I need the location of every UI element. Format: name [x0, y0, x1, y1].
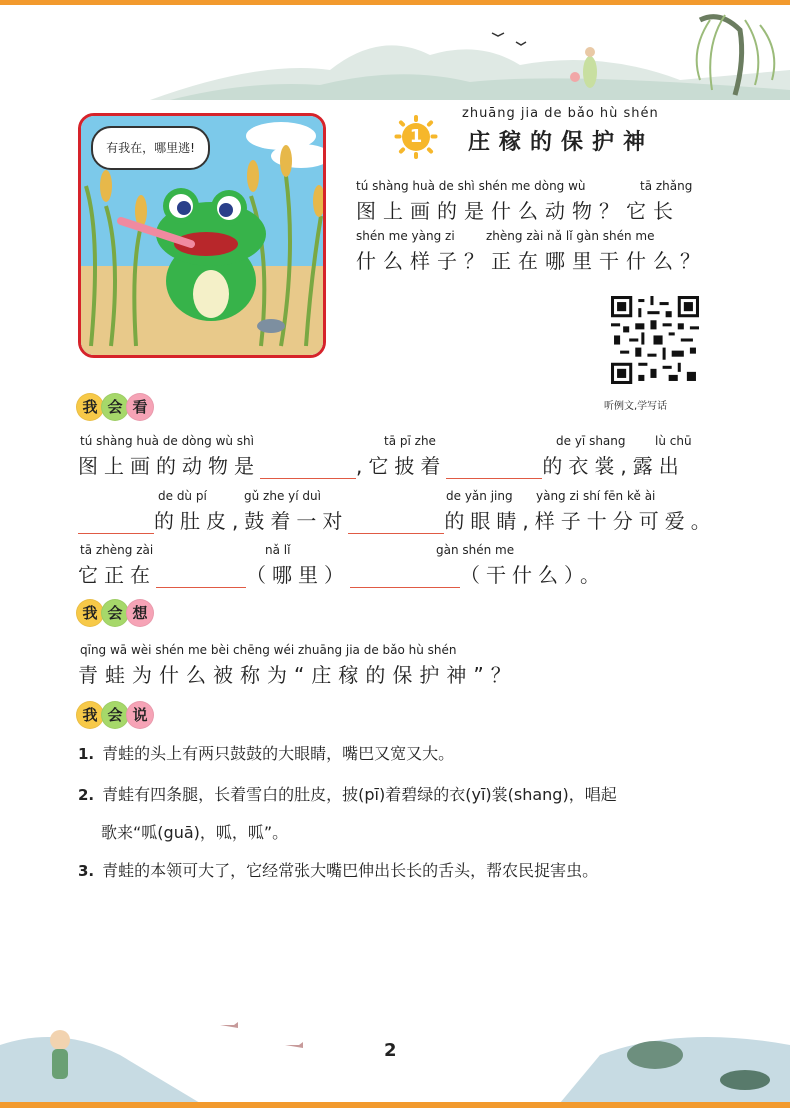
- look-row1-pinyin-b: tā pī zhe: [384, 434, 436, 448]
- lesson-title: 庄稼的保护神: [468, 130, 655, 155]
- look-row3: 它正在 （哪里） （干什么）。: [78, 563, 606, 587]
- answer-blank[interactable]: [78, 511, 154, 534]
- intro-line1-pinyin-b: tā zhǎng: [640, 179, 693, 193]
- answer-blank[interactable]: [350, 565, 460, 588]
- page-number: 2: [384, 1040, 397, 1061]
- qr-code[interactable]: [611, 296, 699, 384]
- speech-bubble: 有我在，哪里逃!: [91, 126, 210, 170]
- intro-line1: 图上画的是什么动物？它长: [356, 199, 680, 223]
- look-row2-pinyin-c: de yǎn jing: [446, 489, 513, 503]
- think-question: 青蛙为什么被称为“庄稼的保护神”？: [78, 663, 518, 687]
- bottom-orange-bar: [0, 1102, 790, 1108]
- lesson-number-sun-icon: [394, 115, 438, 159]
- section-badge-think: 我 会 想: [76, 598, 151, 628]
- look-row1-pinyin-d: lù chū: [655, 434, 692, 448]
- answer-blank[interactable]: [348, 511, 444, 534]
- look-row2-pinyin-a: de dù pí: [158, 489, 207, 503]
- section-badge-look: 我 会 看: [76, 392, 151, 422]
- look-row2-pinyin-b: gǔ zhe yí duì: [244, 489, 321, 503]
- say-item-1: 1. 青蛙的头上有两只鼓鼓的大眼睛，嘴巴又宽又大。: [78, 744, 455, 763]
- intro-line2: 什么样子？正在哪里干什么？: [356, 249, 707, 273]
- answer-blank[interactable]: [156, 565, 246, 588]
- look-row3-pinyin-b: nǎ lǐ: [265, 543, 291, 557]
- lesson-title-pinyin: zhuāng jia de bǎo hù shén: [462, 106, 659, 121]
- look-row3-pinyin-c: gàn shén me: [436, 543, 515, 557]
- intro-line2-pinyin-b: zhèng zài nǎ lǐ gàn shén me: [486, 229, 655, 243]
- say-item-2-continued: 歌来“呱(guā)，呱，呱”。: [101, 823, 289, 842]
- look-row1-pinyin-c: de yī shang: [556, 434, 626, 448]
- look-row3-pinyin-a: tā zhèng zài: [80, 543, 154, 557]
- qr-caption: 听例文,学写话: [604, 401, 668, 412]
- say-item-2: 2. 青蛙有四条腿，长着雪白的肚皮，披(pī)着碧绿的衣(yī)裳(shang)，唱起: [78, 785, 617, 804]
- intro-line2-pinyin-a: shén me yàng zi: [356, 229, 455, 243]
- intro-line1-pinyin-a: tú shàng huà de shì shén me dòng wù: [356, 179, 586, 193]
- frog-illustration: [78, 113, 326, 358]
- answer-blank[interactable]: [446, 456, 542, 479]
- look-row1: 图上画的动物是 ,它披着 的衣裳,露出: [78, 454, 685, 478]
- think-question-pinyin: qīng wā wèi shén me bèi chēng wéi zhuāng jia de bǎo hù shén: [80, 643, 457, 657]
- landscape-header-illustration: [0, 0, 790, 110]
- look-row2-pinyin-d: yàng zi shí fēn kě ài: [536, 489, 656, 503]
- lesson-number: 1: [402, 123, 430, 151]
- answer-blank[interactable]: [260, 456, 356, 479]
- look-row2: 的肚皮,鼓着一对 的眼睛,样子十分可爱。: [78, 505, 717, 534]
- say-item-3: 3. 青蛙的本领可大了，它经常张大嘴巴伸出长长的舌头，帮农民捉害虫。: [78, 861, 599, 880]
- section-badge-say: 我 会 说: [76, 700, 151, 730]
- look-row1-pinyin-a: tú shàng huà de dòng wù shì: [80, 434, 254, 448]
